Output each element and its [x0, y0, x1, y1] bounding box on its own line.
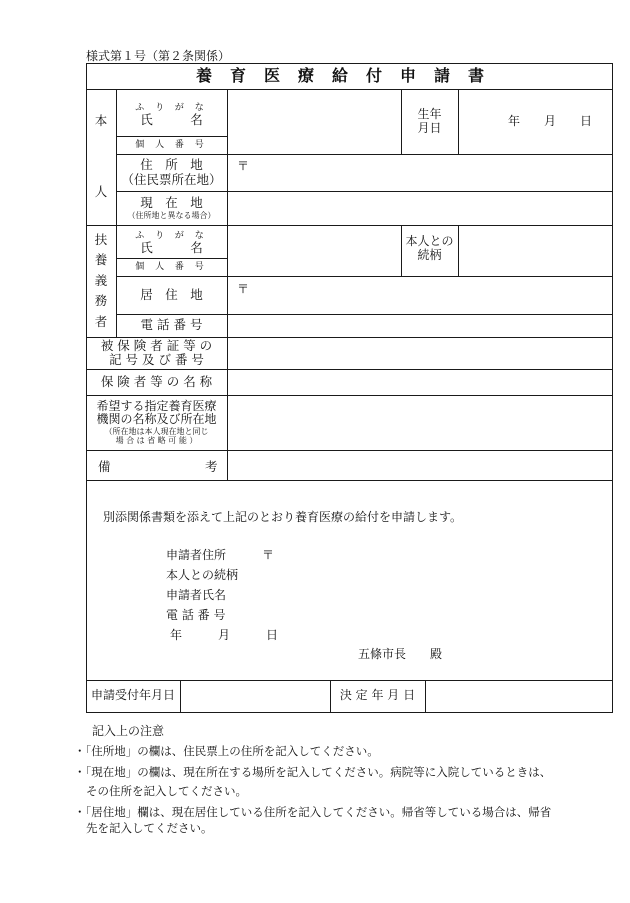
remarks-label-right: 考: [205, 459, 218, 474]
form-title: 養育医療給付申請書: [195, 65, 502, 85]
note-3: ・「居住地」欄は、現在居住している住所を記入してください。帰省等している場合は、帰省: [74, 805, 552, 819]
fuyou-residence-label: 居 住 地: [140, 286, 203, 302]
applicant-name-label: 申請者氏名: [166, 588, 227, 602]
applicant-postal-mark: 〒: [262, 548, 275, 562]
received-date-label: 申請受付年月日: [90, 688, 175, 703]
honnin-kojin-bango-label: 個 人 番 号: [135, 139, 208, 150]
honnin-current-label: 現 在 地 （住所地と異なる場合）: [127, 195, 216, 220]
applicant-phone-label: 電 話 番 号: [166, 608, 226, 622]
note-1: ・「住所地」の欄は、住民票上の住所を記入してください。: [74, 744, 379, 758]
insurer-name-label: 保 険 者 等 の 名 称: [100, 373, 213, 389]
honnin-birth-label: 生年 月日: [417, 106, 442, 135]
applicant-address-label: 申請者住所: [166, 548, 227, 562]
fuyou-relation-label: 本人との 続柄: [405, 234, 454, 262]
applicant-relation-label: 本人との続柄: [166, 568, 239, 582]
fuyou-postal-mark: 〒: [237, 282, 250, 296]
honnin-birth-value: 年 月 日: [507, 113, 592, 128]
note-2-cont: その住所を記入してください。: [86, 784, 247, 798]
application-statement: 別添関係書類を添えて上記のとおり養育医療の給付を申請します。: [103, 510, 463, 524]
application-date: 年 月 日: [170, 628, 279, 642]
section-honnin-char-2: 人: [94, 184, 108, 200]
fuyou-phone-label: 電 話 番 号: [140, 317, 203, 333]
section-honnin-char-1: 本: [94, 113, 108, 129]
form-number: 様式第１号（第２条関係）: [86, 49, 231, 63]
note-2: ・「現在地」の欄は、現在所在する場所を記入してください。病院等に入院しているときは、: [74, 765, 552, 779]
note-3-cont: 先を記入してください。: [86, 821, 213, 835]
fuyou-name-label: ふ り が な 氏 名: [135, 230, 208, 255]
honnin-name-label: ふ り が な 氏 名: [135, 103, 208, 128]
honnin-address-label: 住 所 地 （住民票所在地）: [121, 157, 222, 187]
addressee: 五條市長 殿: [358, 647, 443, 661]
fuyou-kojin-bango-label: 個 人 番 号: [135, 261, 208, 272]
honnin-postal-mark: 〒: [237, 159, 250, 173]
insurance-card-label: 被 保 険 者 証 等 の 記 号 及 び 番 号: [100, 337, 213, 367]
hospital-label: 希望する指定養育医療 機関の名称及び所在地 （所在地は本人現在地と同じ 場 合 は 省 略 可 能 ）: [96, 398, 217, 446]
notes-heading: 記入上の注意: [92, 724, 165, 738]
decision-date-label: 決 定 年 月 日: [339, 688, 416, 703]
section-fuyou-label: 扶 養 義 務 者: [94, 232, 108, 329]
remarks-label-left: 備: [98, 459, 111, 474]
